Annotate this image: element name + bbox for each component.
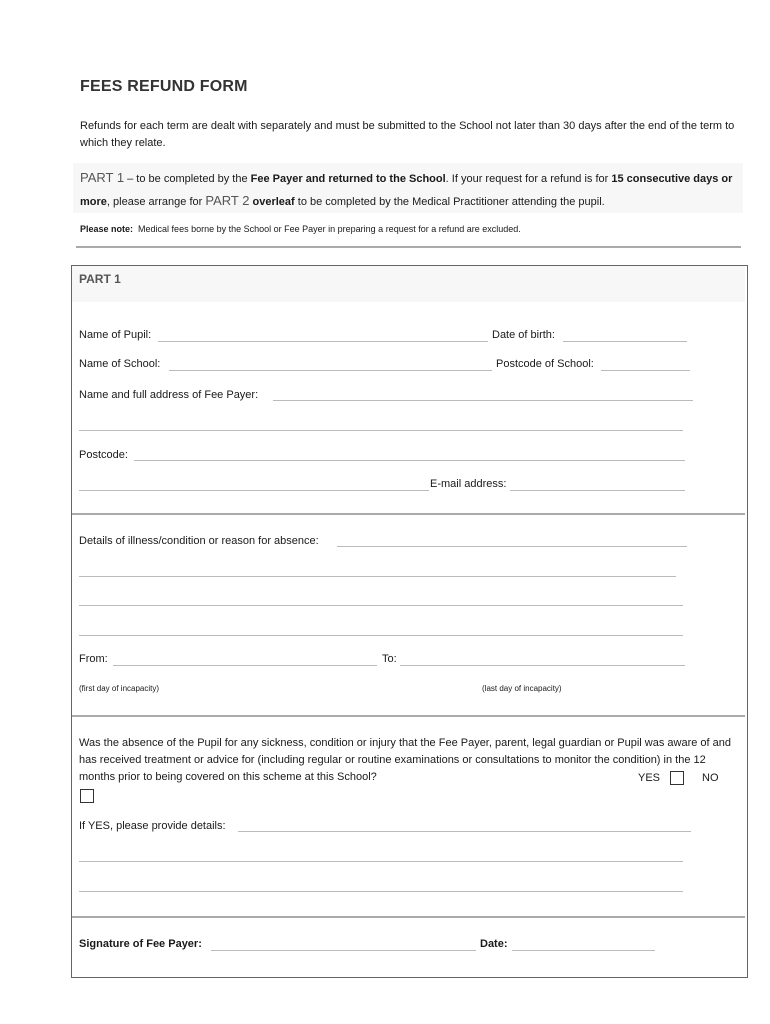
email-label: E-mail address: [430, 478, 507, 490]
fee-payer-address-label: Name and full address of Fee Payer: [79, 389, 259, 401]
signature-label: Signature of Fee Payer: [79, 938, 202, 950]
pre-existing-question: Was the absence of the Pupil for any sickness, condition or injury that the Fee Payer, parent, legal guardian or Pupil was aware of and has received treatment or advice for (including regular or routine examinations or consultations to monitor the condition) in the 12 months prior to being covered on this scheme at this School? [79, 737, 732, 783]
no-label: NO [702, 772, 719, 784]
details-illness-label: Details of illness/condition or reason for absence: [79, 535, 319, 547]
divider [76, 246, 741, 248]
intro-text: Refunds for each term are dealt with separately and must be submitted to the School not later than 30 days after the end of the term to which they relate. [80, 120, 735, 149]
form-title: FEES REFUND FORM [80, 78, 248, 95]
fee-payer-address-line-2[interactable] [79, 430, 683, 431]
instr-text: to be completed by the Medical Practitioner attending the pupil. [294, 196, 605, 208]
name-of-pupil-label: Name of Pupil: [79, 329, 152, 341]
date-label: Date: [480, 938, 508, 950]
from-field[interactable] [113, 665, 377, 666]
date-of-birth-field[interactable] [563, 341, 687, 342]
if-yes-label: If YES, please provide details: [79, 820, 226, 832]
if-yes-line-2[interactable] [79, 861, 683, 862]
section-divider [72, 916, 745, 918]
postcode-field[interactable] [134, 460, 685, 461]
part1-heading: PART 1 [79, 272, 121, 286]
section-divider [72, 715, 745, 717]
yes-checkbox[interactable] [670, 771, 684, 785]
name-of-pupil-field[interactable] [158, 341, 488, 342]
details-illness-field[interactable] [337, 546, 687, 547]
name-of-school-field[interactable] [169, 370, 492, 371]
note-text: Medical fees borne by the School or Fee Payer in preparing a request for a refund are excluded. [138, 224, 521, 234]
fee-payer-address-field[interactable] [273, 400, 693, 401]
instr-bold: Fee Payer and returned to the School [250, 173, 446, 185]
instr-text: – to be completed by the [124, 173, 251, 185]
instr-bold: overleaf [252, 196, 295, 208]
instr-text: . If your request for a refund is for [445, 173, 612, 185]
part1-header [72, 266, 745, 302]
please-note [80, 224, 521, 234]
details-illness-line-3[interactable] [79, 605, 683, 606]
from-label: From: [79, 653, 108, 665]
part2-label: PART 2 [205, 193, 250, 208]
no-checkbox[interactable] [80, 789, 94, 803]
note-label: Please note: [80, 224, 134, 234]
part1-box [71, 265, 748, 978]
email-field[interactable] [510, 490, 685, 491]
date-field[interactable] [512, 950, 655, 951]
if-yes-field[interactable] [238, 831, 691, 832]
details-illness-line-4[interactable] [79, 635, 683, 636]
date-of-birth-label: Date of birth: [492, 329, 555, 341]
first-day-hint: (first day of incapacity) [79, 684, 160, 693]
section-divider [72, 513, 745, 515]
last-day-hint: (last day of incapacity) [482, 684, 562, 693]
instr-bold: 15 consecutive days or more [80, 173, 733, 208]
part1-label: PART 1 [80, 170, 125, 185]
postcode-of-school-field[interactable] [601, 370, 690, 371]
to-label: To: [382, 653, 397, 665]
name-of-school-label: Name of School: [79, 358, 161, 370]
postcode-label: Postcode: [79, 449, 128, 461]
details-illness-line-2[interactable] [79, 576, 676, 577]
instr-text: , please arrange for [106, 196, 206, 208]
part1-instructions [80, 167, 735, 213]
to-field[interactable] [400, 665, 685, 666]
yes-label: YES [638, 772, 661, 784]
if-yes-line-3[interactable] [79, 891, 683, 892]
postcode-of-school-label: Postcode of School: [496, 358, 594, 370]
fee-payer-extra-line[interactable] [79, 490, 429, 491]
signature-field[interactable] [211, 950, 476, 951]
